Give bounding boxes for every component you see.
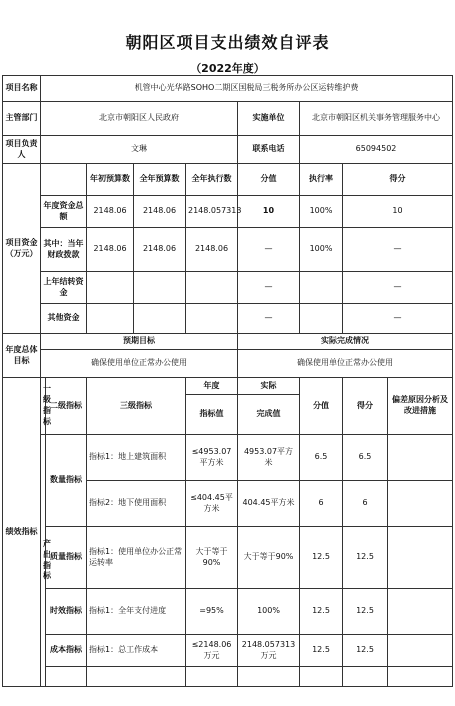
funds-annual	[134, 304, 186, 334]
page-title: 朝阳区项目支出绩效自评表	[125, 33, 330, 52]
funds-points: —	[238, 304, 300, 334]
indicators-section-label: 绩效指标	[3, 378, 41, 687]
header-level2: 二级指标	[46, 378, 87, 435]
header-reason: 偏差原因分析及改进措施	[388, 378, 453, 435]
indicator-points: 12.5	[300, 589, 343, 635]
funds-header-score: 得分	[343, 164, 453, 196]
goals-actual-value: 确保使用单位正常办公使用	[238, 350, 453, 378]
header-year: 年度	[186, 378, 238, 395]
indicator-points: 12.5	[300, 527, 343, 589]
funds-row-label: 上年结转资金	[41, 272, 87, 304]
level2-cost: 成本指标	[46, 635, 87, 667]
continuation-cell	[388, 667, 453, 687]
indicator-target: ≤404.45平方米	[186, 481, 238, 527]
funds-row-label: 其中：当年财政拨款	[41, 228, 87, 272]
goals-expected-label: 预期目标	[41, 334, 238, 350]
funds-points: —	[238, 272, 300, 304]
funds-score: 10	[343, 196, 453, 228]
funds-annual: 2148.06	[134, 196, 186, 228]
level2-quantity: 数量指标	[46, 435, 87, 527]
phone-label: 联系电话	[238, 136, 300, 164]
indicator-target: ≤4953.07平方米	[186, 435, 238, 481]
header-points: 分值	[300, 378, 343, 435]
indicator-actual: 4953.07平方米	[238, 435, 300, 481]
level2-quality: 质量指标	[46, 527, 87, 589]
indicator-score: 12.5	[343, 635, 388, 667]
header-score: 得分	[343, 378, 388, 435]
indicator-reason	[388, 481, 453, 527]
indicator-points: 12.5	[300, 635, 343, 667]
project-name-label: 项目名称	[3, 76, 41, 102]
funds-annual: 2148.06	[134, 228, 186, 272]
leader-label: 项目负责人	[3, 136, 41, 164]
header-actual: 实际	[238, 378, 300, 395]
funds-initial	[87, 304, 134, 334]
continuation-cell	[186, 667, 238, 687]
indicator-points: 6.5	[300, 435, 343, 481]
funds-executed	[186, 304, 238, 334]
phone-value: 65094502	[300, 136, 453, 164]
indicator-score: 12.5	[343, 589, 388, 635]
funds-header-executed: 全年执行数	[186, 164, 238, 196]
indicator-actual: 大于等于90%	[238, 527, 300, 589]
funds-header-blank	[41, 164, 87, 196]
funds-header-initial: 年初预算数	[87, 164, 134, 196]
funds-row-label: 其他资金	[41, 304, 87, 334]
indicator-score: 6.5	[343, 435, 388, 481]
continuation-cell	[343, 667, 388, 687]
funds-executed: 2148.057313	[186, 196, 238, 228]
indicator-actual: 100%	[238, 589, 300, 635]
indicator-reason	[388, 527, 453, 589]
performance-table	[2, 75, 453, 687]
funds-rate	[300, 272, 343, 304]
indicator-points: 6	[300, 481, 343, 527]
continuation-cell	[300, 667, 343, 687]
indicator-score: 12.5	[343, 527, 388, 589]
header-level1: 一级指标	[41, 378, 46, 435]
indicator-reason	[388, 635, 453, 667]
funds-rate: 100%	[300, 196, 343, 228]
dept-value: 北京市朝阳区人民政府	[41, 102, 238, 136]
funds-score: —	[343, 228, 453, 272]
goals-actual-label: 实际完成情况	[238, 334, 453, 350]
goals-expected-value: 确保使用单位正常办公使用	[41, 350, 238, 378]
leader-value: 文琳	[41, 136, 238, 164]
funds-initial	[87, 272, 134, 304]
funds-initial: 2148.06	[87, 196, 134, 228]
funds-points: 10	[238, 196, 300, 228]
funds-score: —	[343, 304, 453, 334]
indicator-reason	[388, 589, 453, 635]
indicator-score: 6	[343, 481, 388, 527]
funds-rate	[300, 304, 343, 334]
impl-value: 北京市朝阳区机关事务管理服务中心	[300, 102, 453, 136]
funds-score: —	[343, 272, 453, 304]
funds-points: —	[238, 228, 300, 272]
indicator-name: 指标1：地上建筑面积	[87, 435, 186, 481]
dept-label: 主管部门	[3, 102, 41, 136]
funds-header-annual: 全年预算数	[134, 164, 186, 196]
impl-label: 实施单位	[238, 102, 300, 136]
indicator-name: 指标1：全年支付进度	[87, 589, 186, 635]
funds-initial: 2148.06	[87, 228, 134, 272]
header-completed: 完成值	[238, 395, 300, 435]
project-name-value: 机管中心光华路SOHO二期区国税局三税务所办公区运转维护费	[41, 76, 453, 102]
level1-output: 产出指标	[41, 435, 46, 687]
level2-time: 时效指标	[46, 589, 87, 635]
year-subtitle: （2022年度）	[190, 62, 265, 75]
funds-label: 项目资金（万元）	[3, 164, 41, 334]
funds-row-label: 年度资金总额	[41, 196, 87, 228]
indicator-name: 指标2：地下使用面积	[87, 481, 186, 527]
indicator-reason	[388, 435, 453, 481]
header-index-value: 指标值	[186, 395, 238, 435]
funds-header-rate: 执行率	[300, 164, 343, 196]
continuation-cell	[87, 667, 186, 687]
continuation-cell	[238, 667, 300, 687]
indicator-target: ≤2148.06万元	[186, 635, 238, 667]
goals-label: 年度总体目标	[3, 334, 41, 378]
indicator-actual: 404.45平方米	[238, 481, 300, 527]
indicator-name: 指标1：使用单位办公正常运转率	[87, 527, 186, 589]
funds-header-points: 分值	[238, 164, 300, 196]
continuation-cell	[46, 667, 87, 687]
indicator-target: 大于等于90%	[186, 527, 238, 589]
indicator-name: 指标1：总工作成本	[87, 635, 186, 667]
indicator-target: =95%	[186, 589, 238, 635]
header-level3: 三级指标	[87, 378, 186, 435]
funds-annual	[134, 272, 186, 304]
funds-rate: 100%	[300, 228, 343, 272]
funds-executed	[186, 272, 238, 304]
indicator-actual: 2148.057313万元	[238, 635, 300, 667]
funds-executed: 2148.06	[186, 228, 238, 272]
